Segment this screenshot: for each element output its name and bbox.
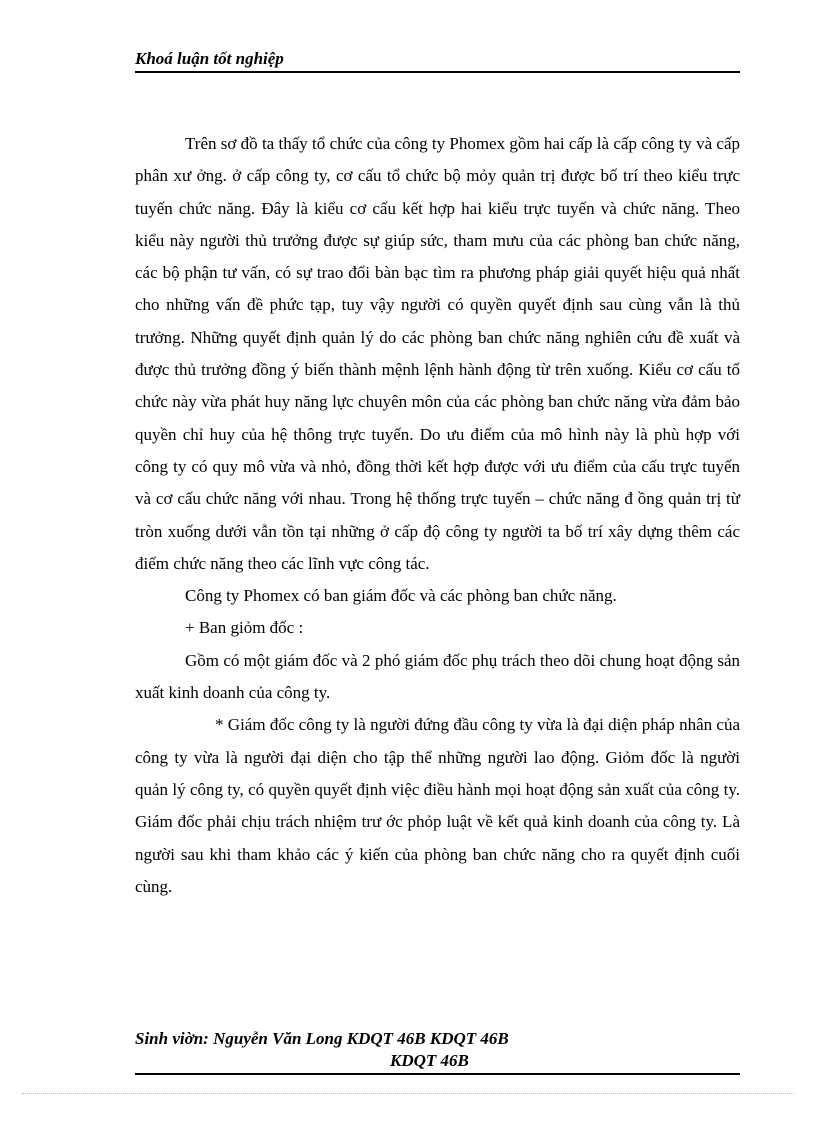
page-header: [135, 48, 740, 73]
header-title: Khoá luận tốt nghiệp: [135, 49, 284, 68]
paragraph-board-members: Gồm có một giám đốc và 2 phó giám đốc phụ trách theo dõi chung hoạt động sản xuất kinh doanh của công ty.: [135, 650, 740, 703]
paragraph-company-overview: Công ty Phomex có ban giám đốc và các phòng ban chức năng.: [185, 586, 617, 606]
document-body: [135, 128, 740, 903]
paragraph-director-role: * Giám đốc công ty là người đứng đầu công ty vừa là đại diện pháp nhân của công ty vừa là người đại diện cho tập thể những người lao động. Giỏm đốc là người quản lý công ty, có quyền quyết định việc điều hành mọi hoạt động sản xuất của công ty. Giám đốc phải chịu trách nhiệm trư ớc phỏp luật về kết quả kinh doanh của công ty. Là người sau khi tham khảo các ý kiến của phòng ban chức năng cho ra quyết định cuối cùng.: [135, 715, 740, 896]
paragraph-board-heading: + Ban giỏm đốc :: [185, 618, 304, 638]
page-footer: [135, 1028, 740, 1075]
footer-author: Sinh viờn: Nguyễn Văn Long KDQT 46B KDQT 46B: [135, 1029, 509, 1048]
page-edge-divider: [22, 1093, 794, 1094]
footer-class: KDQT 46B: [390, 1051, 469, 1070]
paragraph-org-structure: Trên sơ đồ ta thấy tổ chức của công ty Phomex gồm hai cấp là cấp công ty và cấp phân xư ởng. ở cấp công ty, cơ cấu tổ chức bộ mỏy quản trị được bố trí theo kiểu trực tuyến chức năng. Đây là kiểu cơ cấu kết hợp hai kiểu trực tuyến và chức năng. Theo kiểu này người thủ trưởng được sự giúp sức, tham mưu của các phòng ban chức năng, các bộ phận tư vấn, có sự trao đổi bàn bạc tìm ra phương pháp giải quyết hiệu quả nhất cho những vấn đề phức tạp, tuy vậy người có quyền quyết định sau cùng vẫn là thủ trưởng. Những quyết định quản lý do các phòng ban chức năng nghiên cứu đề xuất và được thủ trưởng đồng ý biến thành mệnh lệnh hành động từ trên xuống. Kiểu cơ cấu tổ chức này vừa phát huy năng lực chuyên môn của các phòng ban chức năng vừa đảm bảo quyền chỉ huy của hệ thông trực tuyến. Do ưu điểm của mô hình này là phù hợp với công ty có quy mô vừa và nhỏ, đồng thời kết hợp được với ưu điểm của cấu trực tuyến và cơ cấu chức năng với nhau. Trong hệ thống trực tuyến – chức năng đ ồng quản trị từ tròn xuống dưới vẫn tồn tại những ở cấp độ công ty người ta bố trí xây dựng thêm các điểm chức năng theo các lĩnh vực công tác.: [135, 134, 740, 573]
